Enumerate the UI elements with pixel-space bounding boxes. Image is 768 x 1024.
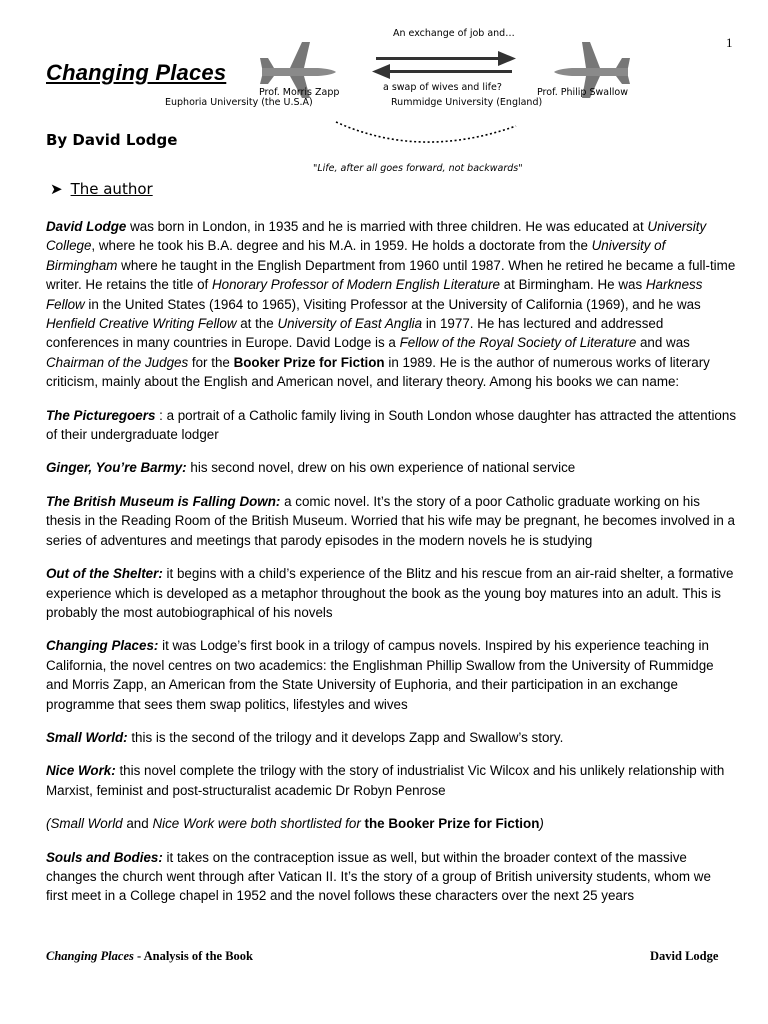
left-university-label: Euphoria University (the U.S.A) [165, 97, 313, 108]
left-person-label: Prof. Morris Zapp [259, 87, 340, 98]
section-heading [50, 180, 153, 198]
epigraph-quote: "Life, after all goes forward, not backwards" [313, 163, 523, 174]
footer-left: Changing Places - Analysis of the Book [46, 949, 253, 963]
byline: By David Lodge [46, 131, 178, 149]
book-entry: Out of the Shelter: it begins with a child’s experience of the Blitz and his rescue from an air-raid shelter, a formative experience which is developed as a metaphor throughout the book as the young boy matures into an adult. This is probably the most autobiographical of his novels [46, 566, 734, 620]
diagram-top-caption: An exchange of job and… [393, 28, 515, 39]
book-entry: Changing Places: it was Lodge’s first book in a trilogy of campus novels. Inspired by his experience teaching in California, the novel centres on two academics: the Englishman Phillip Swallow from the University of Rummidge and Morris Zapp, an American from the State University of Euphoria, and their participation in an exchange programme that sees them swap politics, lifestyles and wives [46, 638, 714, 712]
book-entry: Ginger, You’re Barmy: his second novel, drew on his own experience of national service [46, 460, 576, 476]
right-university-label: Rummidge University (England) [391, 97, 543, 108]
book-entry: Souls and Bodies: it takes on the contraception issue as well, but within the broader context of the massive changes the church went through after Vatican II. It’s the story of a group of British university students, whom we first meet in a College chapel in 1952 and the novel follows these characters over the next 25 years [46, 849, 711, 904]
page-number: 1 [726, 35, 733, 50]
book-entry: The British Museum is Falling Down: a comic novel. It’s the story of a poor Catholic graduate working on his thesis in the Reading Room of the British Museum. Worried that his wife may be pregnant, he becomes involved in a series of adventures and meetings that parody episodes in the modern novels he is studying [46, 493, 735, 548]
arrow-bullet-icon: ➤ [50, 180, 63, 198]
book-entry: The Picturegoers : a portrait of a Catholic family living in South London whose daughter has attracted the attentions of their undergraduate lodger [46, 407, 737, 443]
dotted-arc [336, 122, 516, 142]
left-arrow-icon [372, 64, 512, 79]
author-intro-paragraph: David Lodge was born in London, in 1935 and he is married with three children. He was educated at University College, where he took his B.A. degree and his M.A. in 1959. He holds a doctorate from the University of Birmingham where he taught in the English Department from 1960 until 1987. When he retired he became a full-time writer. He retains the title of Honorary Professor of Modern English Literature at Birmingham. He was Harkness Fellow in the United States (1964 to 1965), Visiting Professor at the University of California (1969), and he was Henfield Creative Writing Fellow at the University of East Anglia in 1977. He has lectured and addressed conferences in many countries in Europe. David Lodge is a Fellow of the Royal Society of Literature and was Chairman of the Judges for the Booker Prize for Fiction in 1989. He is the author of numerous works of literary criticism, mainly about the English and American novel, and literary theory. Among his books we can name: [46, 219, 736, 390]
right-person-label: Prof. Philip Swallow [537, 87, 628, 98]
right-arrow-icon [376, 51, 516, 66]
page-title: Changing Places [46, 60, 227, 85]
diagram-middle-caption: a swap of wives and life? [383, 82, 502, 93]
footer-right: David Lodge [650, 949, 719, 963]
section-heading-label: The author [70, 180, 153, 198]
document-body [46, 217, 736, 920]
shortlist-note: (Small World and Nice Work were both shortlisted for the Booker Prize for Fiction) [46, 816, 544, 832]
book-entry: Nice Work: this novel complete the trilogy with the story of industrialist Vic Wilcox and his unlikely relationship with Marxist, feminist and post-structuralist academic Dr Robyn Penrose [46, 763, 725, 798]
book-entry: Small World: this is the second of the trilogy and it develops Zapp and Swallow’s story. [46, 729, 564, 745]
